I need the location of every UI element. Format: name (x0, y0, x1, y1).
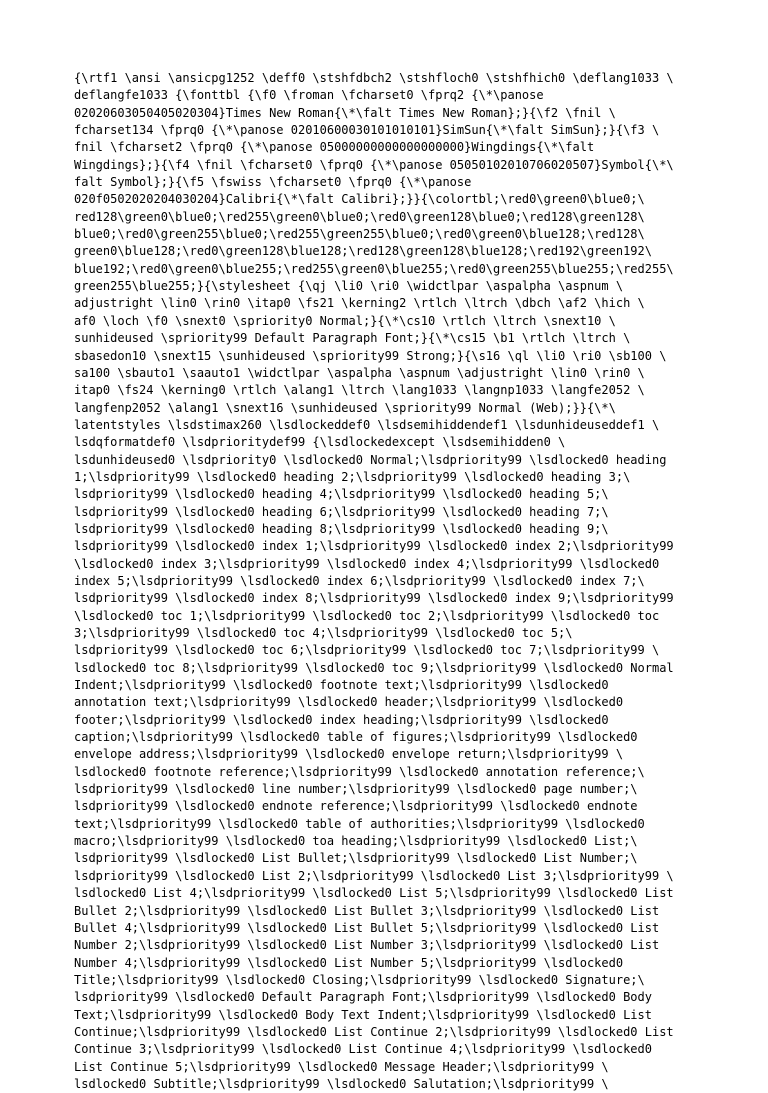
document-line: lsdpriority99 \lsdlocked0 heading 8;\lsdpriority99 \lsdlocked0 heading 9;\ (74, 521, 609, 536)
document-line: Number 4;\lsdpriority99 \lsdlocked0 List Number 5;\lsdpriority99 \lsdlocked0 (74, 955, 624, 970)
document-line: langfenp2052 \alang1 \snext16 \sunhideused \spriority99 Normal (Web);}}{\*\ (74, 400, 616, 415)
document-line: blue0;\red0\green255\blue0;\red255\green255\blue0;\red0\green0\blue128;\red128\ (74, 227, 645, 242)
document-line: lsdpriority99 \lsdlocked0 index 8;\lsdpriority99 \lsdlocked0 index 9;\lsdpriority99 (74, 591, 674, 606)
document-line: latentstyles \lsdstimax260 \lsdlockeddef0 \lsdsemihiddendef1 \lsdunhideuseddef1 \ (74, 417, 660, 432)
document-line: lsdpriority99 \lsdlocked0 List Bullet;\lsdpriority99 \lsdlocked0 List Number;\ (74, 851, 638, 866)
document-line: Continue;\lsdpriority99 \lsdlocked0 List Continue 2;\lsdpriority99 \lsdlocked0 List (74, 1024, 674, 1039)
document-line: lsdpriority99 \lsdlocked0 toc 6;\lsdpriority99 \lsdlocked0 toc 7;\lsdpriority99 \ (74, 643, 660, 658)
document-line: red128\green0\blue0;\red255\green0\blue0;\red0\green128\blue0;\red128\green128\ (74, 209, 645, 224)
document-line: lsdpriority99 \lsdlocked0 heading 4;\lsdpriority99 \lsdlocked0 heading 5;\ (74, 487, 609, 502)
document-line: Wingdings};}{\f4 \fnil \fcharset0 \fprq0 {\*\panose 05050102010706020507}Symbol{\*\ (74, 157, 674, 172)
document-line: fnil \fcharset2 \fprq0 {\*\panose 05000000000000000000}Wingdings{\*\falt (74, 140, 595, 155)
document-line: footer;\lsdpriority99 \lsdlocked0 index heading;\lsdpriority99 \lsdlocked0 (74, 712, 609, 727)
document-line: lsdpriority99 \lsdlocked0 index 1;\lsdpriority99 \lsdlocked0 index 2;\lsdpriority99 (74, 539, 674, 554)
document-line: lsdlocked0 Subtitle;\lsdpriority99 \lsdlocked0 Salutation;\lsdpriority99 \ (74, 1076, 609, 1091)
document-line: fcharset134 \fprq0 {\*\panose 02010600030101010101}SimSun{\*\falt SimSun};}{\f3 \ (74, 123, 660, 138)
document-line: blue192;\red0\green0\blue255;\red255\green0\blue255;\red0\green255\blue255;\red255\ (74, 261, 674, 276)
document-line: lsdpriority99 \lsdlocked0 endnote reference;\lsdpriority99 \lsdlocked0 endnote (74, 799, 638, 814)
document-line: green0\blue128;\red0\green128\blue128;\red128\green128\blue128;\red192\green192\ (74, 244, 652, 259)
document-line: List Continue 5;\lsdpriority99 \lsdlocked0 Message Header;\lsdpriority99 \ (74, 1059, 609, 1074)
document-line: Bullet 2;\lsdpriority99 \lsdlocked0 List Bullet 3;\lsdpriority99 \lsdlocked0 List (74, 903, 660, 918)
document-line: 02020603050405020304}Times New Roman{\*\falt Times New Roman};}{\f2 \fnil \ (74, 105, 616, 120)
document-line: lsdunhideused0 \lsdpriority0 \lsdlocked0 Normal;\lsdpriority99 \lsdlocked0 heading (74, 452, 667, 467)
document-line: lsdlocked0 footnote reference;\lsdpriority99 \lsdlocked0 annotation reference;\ (74, 764, 645, 779)
document-line: {\rtf1 \ansi \ansicpg1252 \deff0 \stshfdbch2 \stshfloch0 \stshfhich0 \deflang1033 \ (74, 71, 674, 85)
document-line: lsdpriority99 \lsdlocked0 line number;\lsdpriority99 \lsdlocked0 page number;\ (74, 782, 638, 797)
document-line: 020f0502020204030204}Calibri{\*\falt Calibri};}}{\colortbl;\red0\green0\blue0;\ (74, 192, 645, 207)
document-line: falt Symbol};}{\f5 \fswiss \fcharset0 \fprq0 {\*\panose (74, 175, 472, 190)
document-line: lsdpriority99 \lsdlocked0 List 2;\lsdpriority99 \lsdlocked0 List 3;\lsdpriority99 \ (74, 868, 674, 883)
document-line: Title;\lsdpriority99 \lsdlocked0 Closing;\lsdpriority99 \lsdlocked0 Signature;\ (74, 972, 645, 987)
document-line: green255\blue255;}{\stylesheet {\qj \li0 \ri0 \widctlpar \aspalpha \aspnum \ (74, 279, 624, 294)
document-line: lsdlocked0 List 4;\lsdpriority99 \lsdlocked0 List 5;\lsdpriority99 \lsdlocked0 List (74, 886, 674, 901)
document-line: Number 2;\lsdpriority99 \lsdlocked0 List Number 3;\lsdpriority99 \lsdlocked0 List (74, 938, 660, 953)
document-line: \lsdlocked0 toc 1;\lsdpriority99 \lsdlocked0 toc 2;\lsdpriority99 \lsdlocked0 toc (74, 608, 660, 623)
document-line: deflangfe1033 {\fonttbl {\f0 \froman \fcharset0 \fprq2 {\*\panose (74, 88, 544, 103)
document-line: caption;\lsdpriority99 \lsdlocked0 table of figures;\lsdpriority99 \lsdlocked0 (74, 730, 638, 745)
document-line: sa100 \sbauto1 \saauto1 \widctlpar \aspalpha \aspnum \adjustright \lin0 \rin0 \ (74, 365, 645, 380)
document-line: lsdqformatdef0 \lsdprioritydef99 {\lsdlockedexcept \lsdsemihidden0 \ (74, 435, 566, 450)
document-line: lsdpriority99 \lsdlocked0 Default Paragraph Font;\lsdpriority99 \lsdlocked0 Body (74, 990, 652, 1005)
document-line: Text;\lsdpriority99 \lsdlocked0 Body Text Indent;\lsdpriority99 \lsdlocked0 List (74, 1007, 652, 1022)
document-line: sunhideused \spriority99 Default Paragraph Font;}{\*\cs15 \b1 \rtlch \ltrch \ (74, 331, 631, 346)
document-line: macro;\lsdpriority99 \lsdlocked0 toa heading;\lsdpriority99 \lsdlocked0 List;\ (74, 834, 638, 849)
document-page (74, 70, 714, 1091)
document-line: adjustright \lin0 \rin0 \itap0 \fs21 \kerning2 \rtlch \ltrch \dbch \af2 \hich \ (74, 296, 645, 311)
document-line: 1;\lsdpriority99 \lsdlocked0 heading 2;\lsdpriority99 \lsdlocked0 heading 3;\ (74, 469, 631, 484)
document-line: lsdpriority99 \lsdlocked0 heading 6;\lsdpriority99 \lsdlocked0 heading 7;\ (74, 504, 609, 519)
document-line: annotation text;\lsdpriority99 \lsdlocked0 header;\lsdpriority99 \lsdlocked0 (74, 695, 624, 710)
document-line: af0 \loch \f0 \snext0 \spriority0 Normal;}{\*\cs10 \rtlch \ltrch \snext10 \ (74, 313, 616, 328)
document-line: \lsdlocked0 index 3;\lsdpriority99 \lsdlocked0 index 4;\lsdpriority99 \lsdlocked0 (74, 556, 660, 571)
document-line: lsdlocked0 toc 8;\lsdpriority99 \lsdlocked0 toc 9;\lsdpriority99 \lsdlocked0 Normal (74, 660, 674, 675)
document-line: text;\lsdpriority99 \lsdlocked0 table of authorities;\lsdpriority99 \lsdlocked0 (74, 816, 645, 831)
document-line: itap0 \fs24 \kerning0 \rtlch \alang1 \ltrch \lang1033 \langnp1033 \langfe2052 \ (74, 383, 645, 398)
document-line: sbasedon10 \snext15 \sunhideused \spriority99 Strong;}{\s16 \ql \li0 \ri0 \sb100 \ (74, 348, 667, 363)
document-line: 3;\lsdpriority99 \lsdlocked0 toc 4;\lsdpriority99 \lsdlocked0 toc 5;\ (74, 626, 573, 640)
document-line: envelope address;\lsdpriority99 \lsdlocked0 envelope return;\lsdpriority99 \ (74, 747, 624, 762)
document-line: index 5;\lsdpriority99 \lsdlocked0 index 6;\lsdpriority99 \lsdlocked0 index 7;\ (74, 573, 645, 588)
document-line: Indent;\lsdpriority99 \lsdlocked0 footnote text;\lsdpriority99 \lsdlocked0 (74, 678, 609, 693)
document-line: Bullet 4;\lsdpriority99 \lsdlocked0 List Bullet 5;\lsdpriority99 \lsdlocked0 List (74, 920, 660, 935)
document-line: Continue 3;\lsdpriority99 \lsdlocked0 List Continue 4;\lsdpriority99 \lsdlocked0 (74, 1042, 652, 1057)
